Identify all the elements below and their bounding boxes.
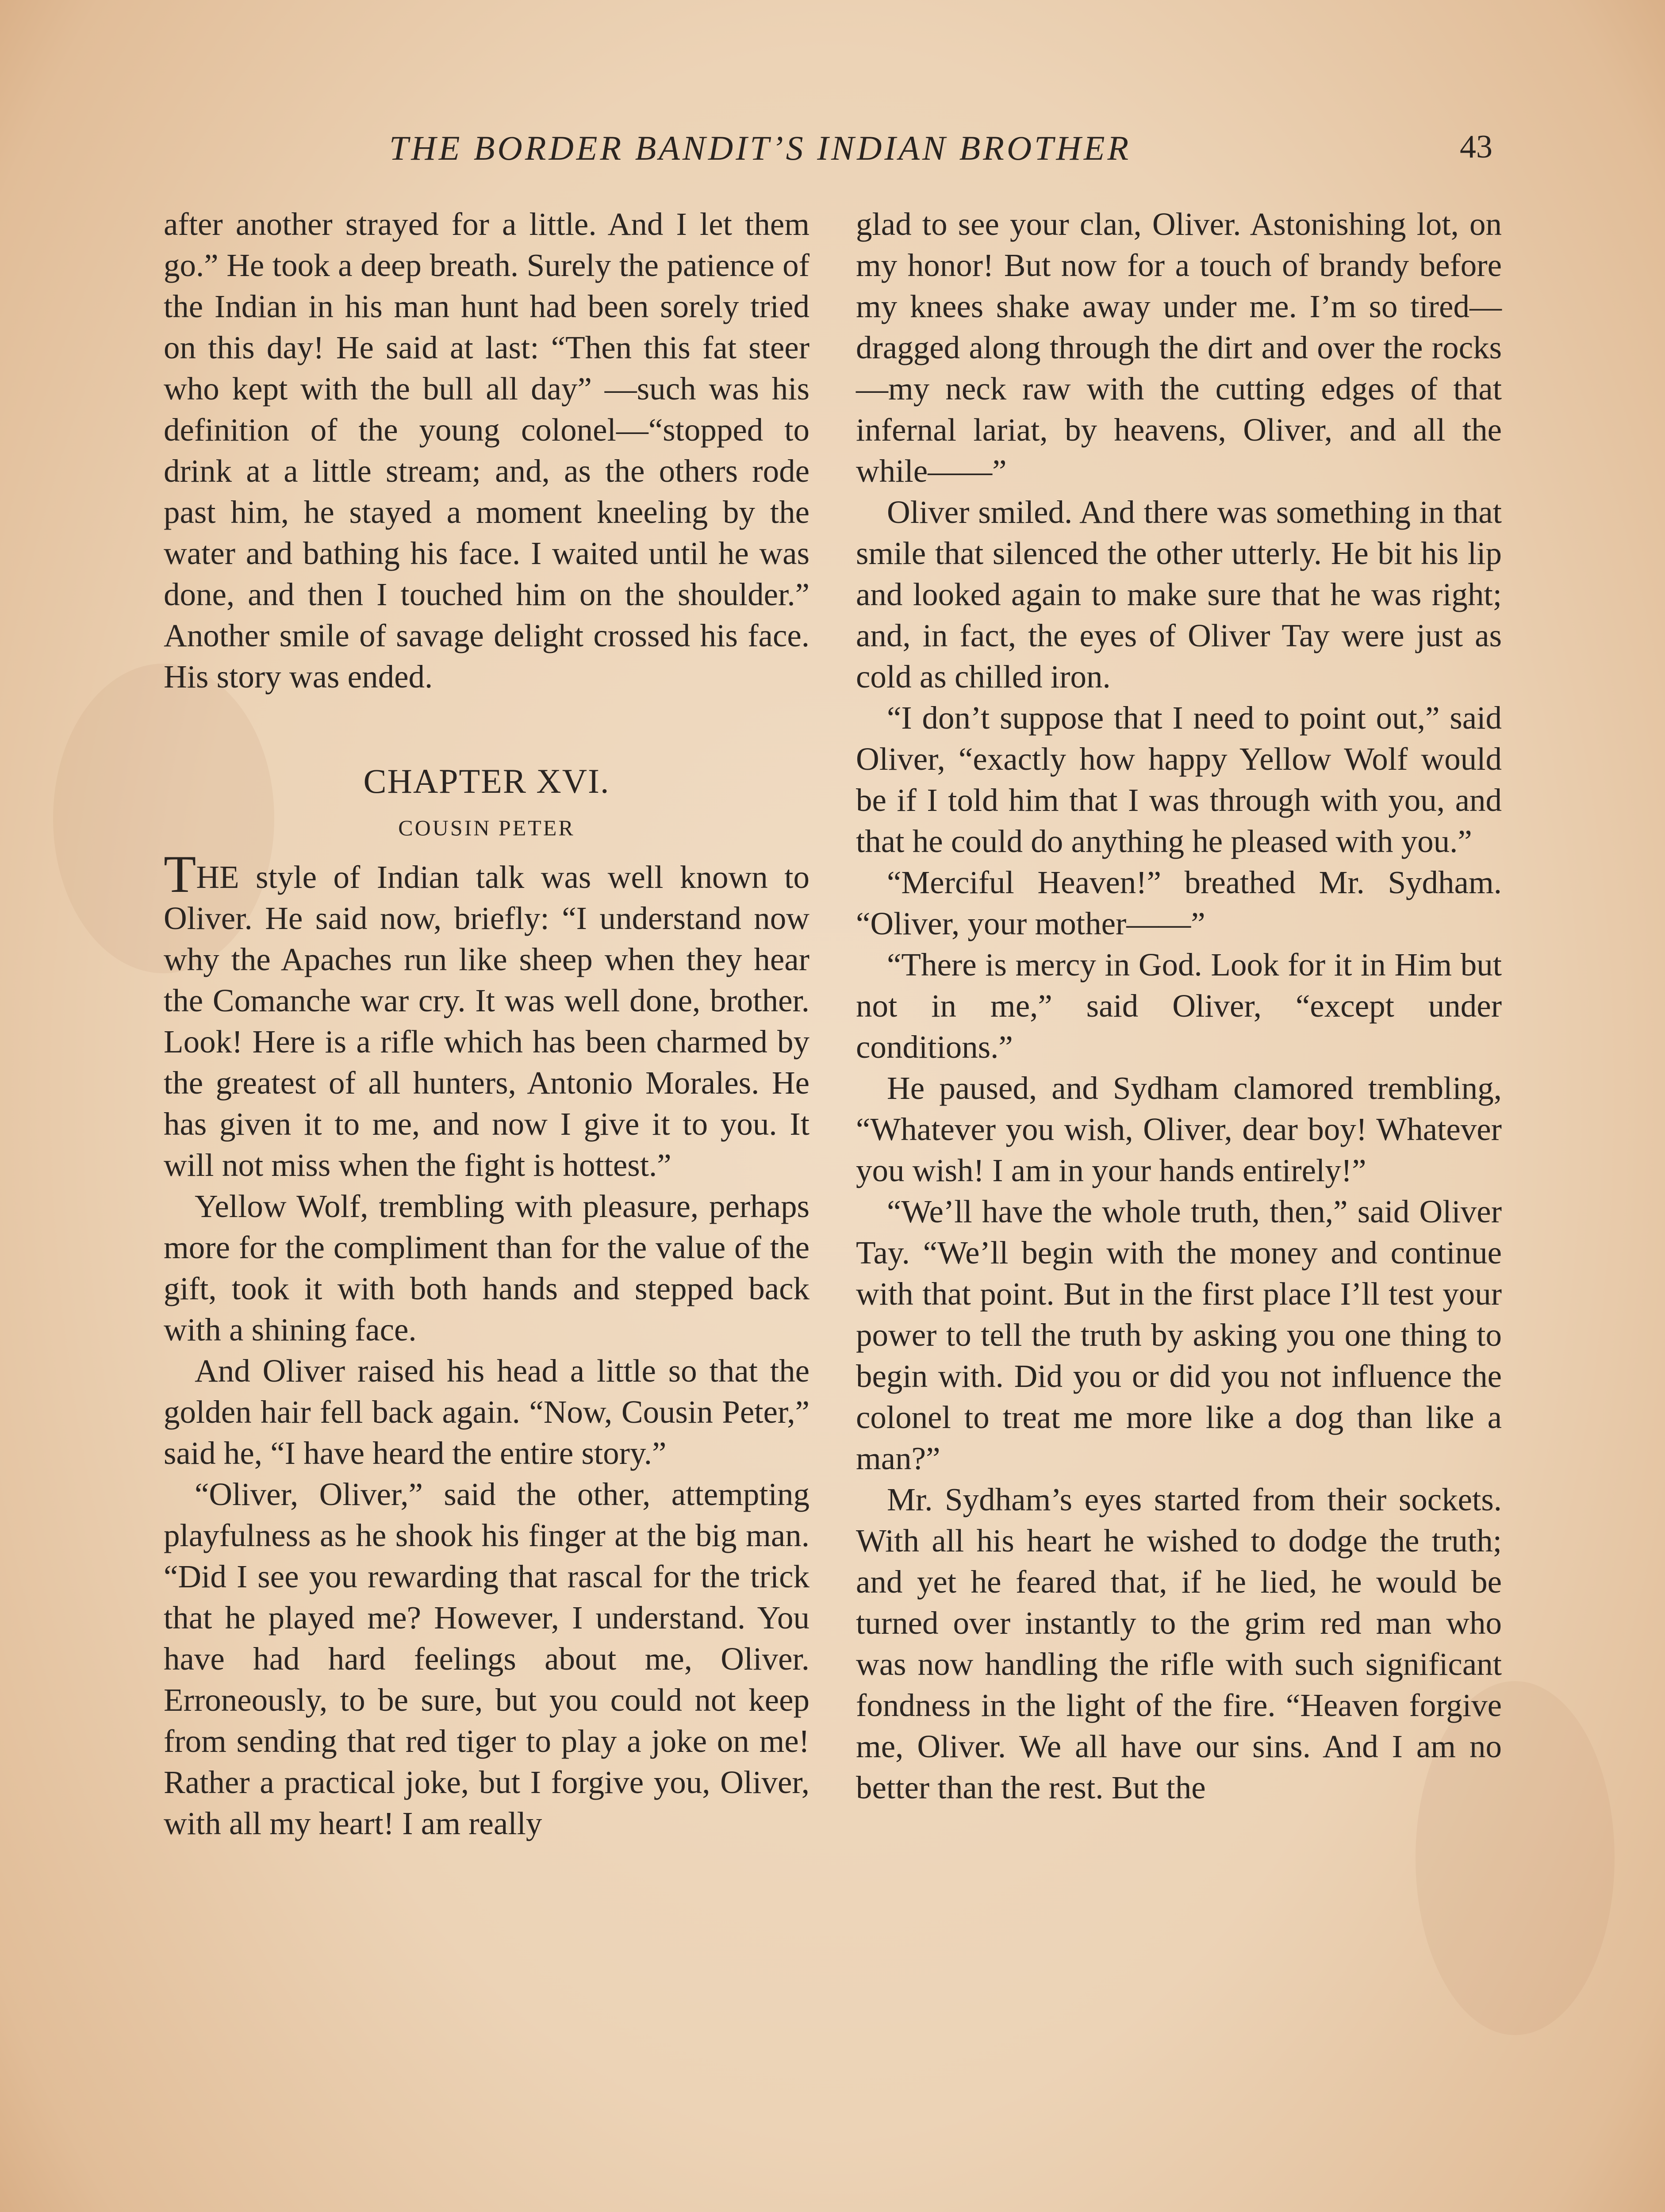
chapter-heading: CHAPTER XVI.	[363, 762, 610, 800]
paragraph: after another strayed for a little. And I let them go.” He took a deep breath. Surely the patience of the Indian in his man hunt had been sorely tried on this day! He said at last: “Then this fat steer who kept with the bull all day” —such was his definition of the young colonel—“stopped to drink at a little stream; and, as the others rode past him, he stayed a moment kneeling by the water and bathing his face. I waited until he was done, and then I touched him on the shoulder.” Another smile of savage delight crossed his face. His story was ended.	[164, 206, 809, 695]
running-header	[0, 119, 1665, 181]
running-title: THE BORDER BANDIT’S INDIAN BROTHER	[389, 129, 1132, 167]
paragraph: “Merciful Heaven!” breathed Mr. Sydham. “Oliver, your mother——”	[856, 864, 1502, 941]
chapter-subtitle: COUSIN PETER	[398, 815, 575, 840]
paragraph: Mr. Sydham’s eyes started from their sockets. With all his heart he wished to dodge the truth; and yet he feared that, if he lied, he would be turned over instantly to the grim red man who was now handling the rifle with such significant fondness in the light of the fire. “Heaven forgive me, Oliver. We all have our sins. And I am no better than the rest. But the	[856, 1482, 1502, 1805]
paragraph: “There is mercy in God. Look for it in Him but not in me,” said Oliver, “except under conditions.”	[856, 947, 1502, 1065]
paragraph: He paused, and Sydham clamored trembling, “Whatever you wish, Oliver, dear boy! Whatever you wish! I am in your hands entirely!”	[856, 1070, 1502, 1188]
left-column	[164, 204, 809, 1844]
paragraph: “I don’t suppose that I need to point out,” said Oliver, “exactly how happy Yellow Wolf would be if I told him that I was through with you, and that he could do anything he pleased with you.”	[856, 700, 1502, 859]
paragraph: “We’ll have the whole truth, then,” said Oliver Tay. “We’ll begin with the money and continue with that point. But in the first place I’ll test your power to tell the truth by asking you one thing to begin with. Did you or did you not influence the colonel to treat me more like a dog than like a man?”	[856, 1194, 1502, 1476]
paragraph: glad to see your clan, Oliver. Astonishing lot, on my honor! But now for a touch of brandy before my knees shake away under me. I’m so tired—dragged along through the dirt and over the rocks—my neck raw with the cutting edges of that infernal lariat, by heavens, Oliver, and all the while——”	[856, 206, 1502, 489]
page-number: 43	[1460, 129, 1492, 165]
right-column	[856, 204, 1502, 1808]
chapter-opening-paragraph	[164, 845, 809, 1186]
paragraph: “Oliver, Oliver,” said the other, attempting playfulness as he shook his finger at the big man. “Did I see you rewarding that rascal for the trick that he played me? However, I understand. You have had hard feelings about me, Oliver. Erroneously, to be sure, but you could not keep from sending that red tiger to play a joke on me! Rather a practical joke, but I forgive you, Oliver, with all my heart! I am really	[164, 1476, 809, 1841]
paragraph: And Oliver raised his head a little so that the golden hair fell back again. “Now, Cousin Peter,” said he, “I have heard the entire story.”	[164, 1353, 809, 1471]
paragraph: Yellow Wolf, trembling with pleasure, perhaps more for the compliment than for the value of the gift, took it with both hands and stepped back with a shining face.	[164, 1188, 809, 1348]
drop-initial: T	[164, 845, 196, 903]
paragraph: Oliver smiled. And there was something in that smile that silenced the other utterly. He bit his lip and looked again to make sure that he was right; and, in fact, the eyes of Oliver Tay were just as cold as chilled iron.	[856, 494, 1502, 695]
paragraph-text: HE style of Indian talk was well known to Oliver. He said now, briefly: “I understand now why the Apaches run like sheep when they hear the Comanche war cry. It was well done, brother. Look! Here is a rifle which has been charmed by the greatest of all hunters, Antonio Morales. He has given it to me, and now I give it to you. It will not miss when the fight is hottest.”	[164, 859, 809, 1183]
